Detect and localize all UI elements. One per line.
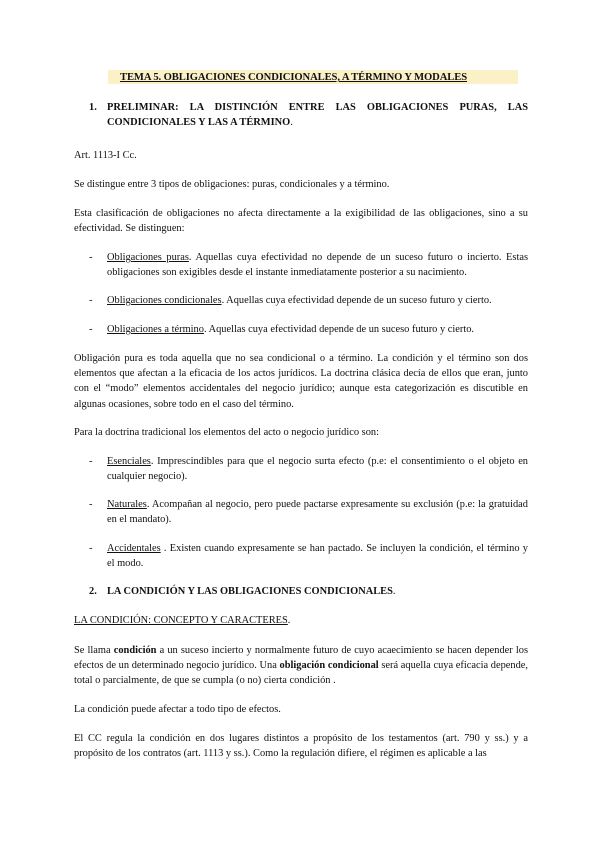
term-condicion: condición xyxy=(113,645,157,656)
paragraph-clasificacion: Esta clasificación de obligaciones no afecta directamente a la exigibilidad de las obligaciones, sino a su efectividad. Se distinguen: xyxy=(74,208,528,235)
list-term: Esenciales xyxy=(107,456,151,467)
paragraph-tipos: Se distingue entre 3 tipos de obligaciones: puras, condicionales y a término. xyxy=(74,179,390,190)
paragraph-se-llama: Se llama condición a un suceso incierto y normalmente futuro de cuyo acaecimiento se hacen depender los efectos de un determinado negocio jurídico. Una obligación condicional será aquella cuya eficacia depende, total o parcialmente, de que se cumpla (o no) cierta condición . xyxy=(74,645,529,687)
section-2-number: 2. xyxy=(89,586,97,597)
list-term: Naturales xyxy=(107,499,147,510)
paragraph-doctrina: Para la doctrina tradicional los elementos del acto o negocio jurídico son: xyxy=(74,427,379,438)
section-1-number: 1. xyxy=(89,102,97,113)
paragraph-art: Art. 1113-I Cc. xyxy=(74,150,137,161)
list-term: Obligaciones puras xyxy=(107,252,189,263)
list-term: Accidentales xyxy=(107,543,161,554)
list-term: Obligaciones a término xyxy=(107,324,204,335)
paragraph-cc: El CC regula la condición en dos lugares distintos a propósito de los testamentos (art. 790 y ss.) y a propósito de los contratos (art. 1113 y ss.). Como la regulación difiere, el régimen es aplicable a las xyxy=(74,733,528,760)
section-2-heading-text: LA CONDICIÓN Y LAS OBLIGACIONES CONDICIONALES. xyxy=(107,586,396,597)
subheading-condicion: LA CONDICIÓN: CONCEPTO Y CARACTERES. xyxy=(74,615,291,626)
paragraph-obligacion-pura: Obligación pura es toda aquella que no sea condicional o a término. La condición y el término son dos elementos que afectan a la eficacia de los actos jurídicos. La doctrina clásica decía de ellos que eran, junto con el “modo” elementos accidentales del negocio jurídico; aunque esta categorización es discutible en algunas ocasiones, sobre todo en el caso del término. xyxy=(74,353,528,410)
term-obligacion-condicional: obligación condicional xyxy=(279,660,379,672)
page-title: TEMA 5. OBLIGACIONES CONDICIONALES, A TÉRMINO Y MODALES xyxy=(120,72,467,83)
paragraph-efectos: La condición puede afectar a todo tipo de efectos. xyxy=(74,704,281,715)
list-term: Obligaciones condicionales xyxy=(107,295,222,306)
document-page: TEMA 5. OBLIGACIONES CONDICIONALES, A TÉRMINO Y MODALES 1. PRELIMINAR: LA DISTINCIÓN ENTRE LAS OBLIGACIONES PURAS, LAS CONDICIONALES Y LAS A TÉRMINO. Art. 1113-I Cc. Se distingue entre 3 tipos de obligaciones: puras, condicionales y a término. Esta clasificación de obligaciones no afecta directamente a la exigibilidad de las obligaciones, sino a su efectividad. Se distinguen: - Obligaciones puras. Aquellas cuya efectividad no depende de un suceso futuro o incierto. Estas obligaciones son exigibles desde el instante inmediatamente posterior a su nacimiento. - Obligaciones condicionales. Aquellas cuya efectividad depende de un suceso futuro y cierto. - Obligaciones a término. Aquellas cuya efectividad depende de un suceso futuro y cierto. Obligación pura es toda aquella que no sea condicional o a término. La condición y el término son dos elementos que afectan a la eficacia de los actos jurídicos. La doctrina clásica decía de ellos que eran, junto con el “modo” elementos accidentales del negocio jurídico; aunque esta categorización es discutible en algunas ocasiones, sobre todo en el caso del término. Para la doctrina tradicional los elementos del acto o negocio jurídico son: - Esenciales. Imprescindibles para que el negocio surta efecto (p.e: el consentimiento o el objeto en cualquier negocio). - Naturales. Acompañan al negocio, pero puede pactarse expresamente su exclusión (p.e: la gratuidad en el mandato). - Accidentales . Existen cuando expresamente se han pactado. Se incluyen la condición, el término y el modo. 2. LA CONDICIÓN Y LAS OBLIGACIONES CONDICIONALES. LA CONDICIÓN: CONCEPTO Y CARACTERES. Se llama condición a un suceso incierto y normalmente futuro de cuyo acaecimiento se hacen depender los efectos de un determinado negocio jurídico. Una obligación condicional será aquella cuya eficacia depende, total o parcialmente, de que se cumpla (o no) cierta condición . La condición puede afectar a todo tipo de efectos. El CC regula la condición en dos lugares distintos a propósito de los testamentos (art. 790 y ss.) y a propósito de los contratos (art. 1113 y ss.). Como la regulación difiere, el régimen es aplicable a las xyxy=(0,0,600,848)
section-1-heading-text: PRELIMINAR: LA DISTINCIÓN ENTRE LAS OBLIGACIONES PURAS, LAS CONDICIONALES Y LAS A TÉRMINO. xyxy=(107,102,528,129)
